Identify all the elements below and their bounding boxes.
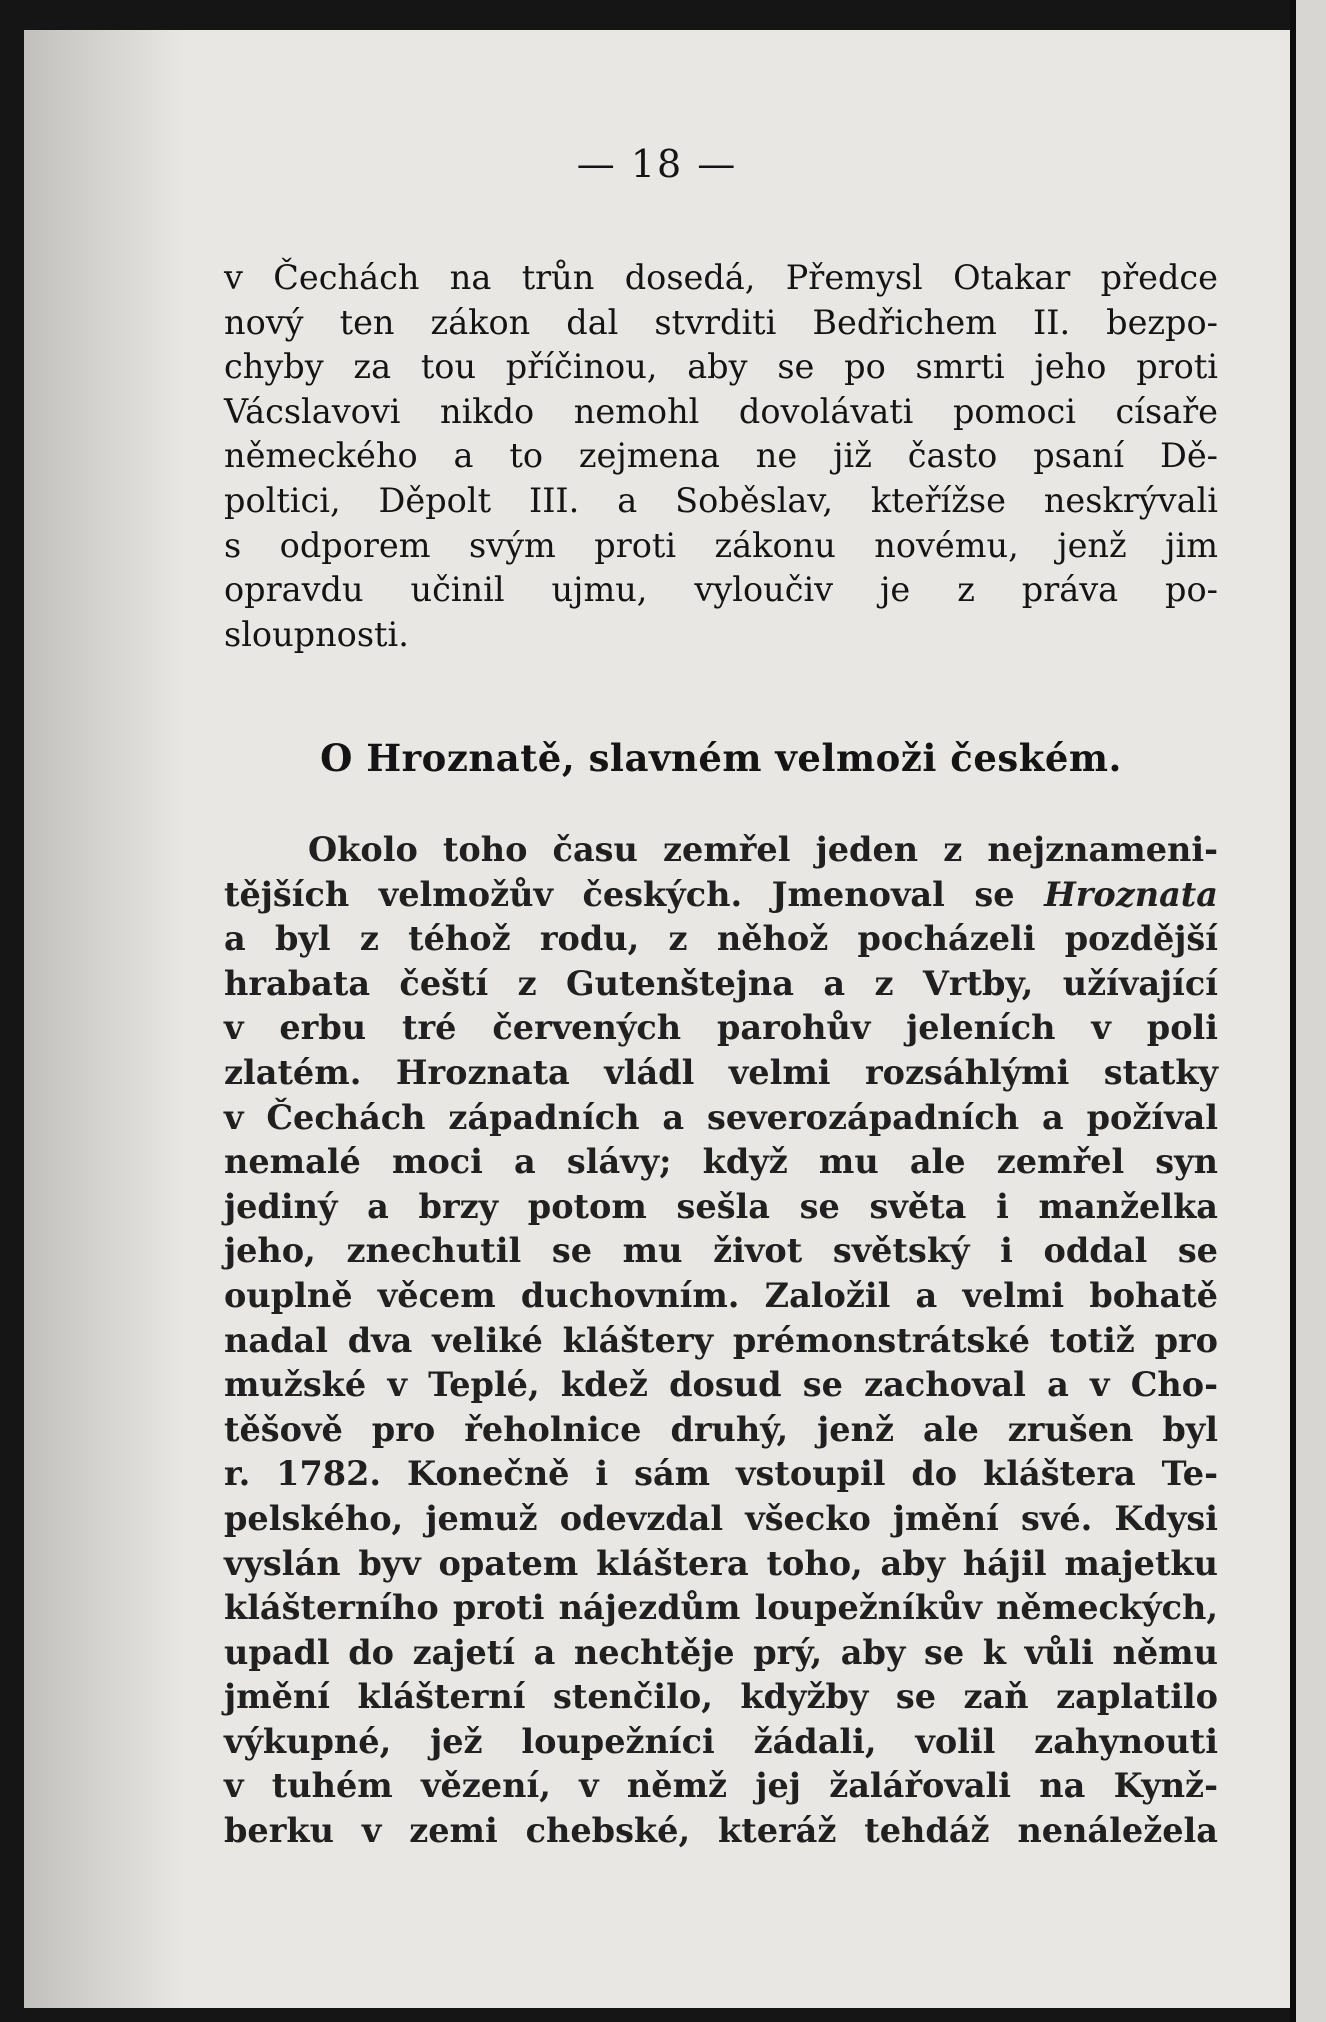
text-line: Okolo toho času zemřel jeden z nejznameni- bbox=[308, 830, 1218, 869]
text-line: těšově pro řeholnice druhý, jenž ale zrušen byl bbox=[224, 1409, 1218, 1449]
text-line: berku v zemi chebské, kteráž tehdáž nenáležela bbox=[224, 1811, 1218, 1851]
text-line: jmění klášterní stenčilo, kdyžby se zaň zaplatilo bbox=[224, 1677, 1218, 1717]
text-line: mužské v Teplé, kdež dosud se zachoval a v Cho- bbox=[224, 1365, 1218, 1405]
text-line: nemalé moci a slávy; když mu ale zemřel syn bbox=[224, 1142, 1218, 1182]
text-line: v erbu tré červených parohův jeleních v poli bbox=[224, 1008, 1218, 1048]
book-page bbox=[24, 30, 1290, 2008]
text-line: poltici, Děpolt III. a Soběslav, kteřížse neskrývali bbox=[224, 480, 1218, 520]
text-line: nový ten zákon dal stvrditi Bedřichem II. bezpo- bbox=[224, 302, 1218, 342]
text-line: vyslán byv opatem kláštera toho, aby hájil majetku bbox=[224, 1543, 1218, 1583]
page-number: — 18 — bbox=[576, 142, 738, 186]
paragraph-1 bbox=[224, 256, 1218, 657]
text-line: klášterního proti nájezdům loupežníkův německých, bbox=[224, 1588, 1218, 1628]
text-line: výkupné, jež loupežníci žádali, volil zahynouti bbox=[224, 1721, 1218, 1761]
text-line: opravdu učinil ujmu, vyloučiv je z práva po- bbox=[224, 570, 1218, 610]
text-line: pelského, jemuž odevzdal všecko jmění své. Kdysi bbox=[224, 1498, 1218, 1538]
text-line: tějších velmožův českých. Jmenoval se Hroznata bbox=[224, 874, 1218, 914]
text-line: v tuhém vězení, v němž jej žalářovali na Kynž- bbox=[224, 1766, 1218, 1806]
text-line: v Čechách západních a severozápadních a požíval bbox=[224, 1097, 1218, 1137]
italic-name: Hroznata bbox=[1044, 874, 1218, 914]
text-line: zlatém. Hroznata vládl velmi rozsáhlými statky bbox=[224, 1052, 1218, 1092]
text-line: v Čechách na trůn dosedá, Přemysl Otakar předce bbox=[224, 258, 1218, 297]
text-line: jediný a brzy potom sešla se světa i manželka bbox=[224, 1186, 1218, 1226]
text-line: ouplně věcem duchovním. Založil a velmi bohatě bbox=[224, 1275, 1218, 1315]
text-line: Vácslavovi nikdo nemohl dovolávati pomoci císaře bbox=[224, 391, 1218, 431]
text-line: s odporem svým proti zákonu novému, jenž jim bbox=[224, 525, 1218, 565]
text-line: jeho, znechutil se mu život světský i oddal se bbox=[224, 1231, 1218, 1271]
text-line: r. 1782. Konečně i sám vstoupil do kláštera Te- bbox=[224, 1454, 1218, 1494]
paragraph-2 bbox=[224, 828, 1218, 1854]
text-line: nadal dva veliké kláštery prémonstrátské totiž pro bbox=[224, 1320, 1218, 1360]
text-line: chyby za tou příčinou, aby se po smrti jeho proti bbox=[224, 347, 1218, 387]
text-line: sloupnosti. bbox=[224, 614, 409, 654]
section-heading: O Hroznatě, slavném velmoži českém. bbox=[320, 736, 1122, 780]
text-line: německého a to zejmena ne již často psaní Dě- bbox=[224, 436, 1218, 476]
text-line: hrabata čeští z Gutenštejna a z Vrtby, užívající bbox=[224, 963, 1218, 1003]
text-line: a byl z téhož rodu, z něhož pocházeli pozdější bbox=[224, 919, 1218, 959]
text-line: upadl do zajetí a nechtěje prý, aby se k vůli němu bbox=[224, 1632, 1218, 1672]
next-page-edge bbox=[1296, 0, 1326, 2022]
